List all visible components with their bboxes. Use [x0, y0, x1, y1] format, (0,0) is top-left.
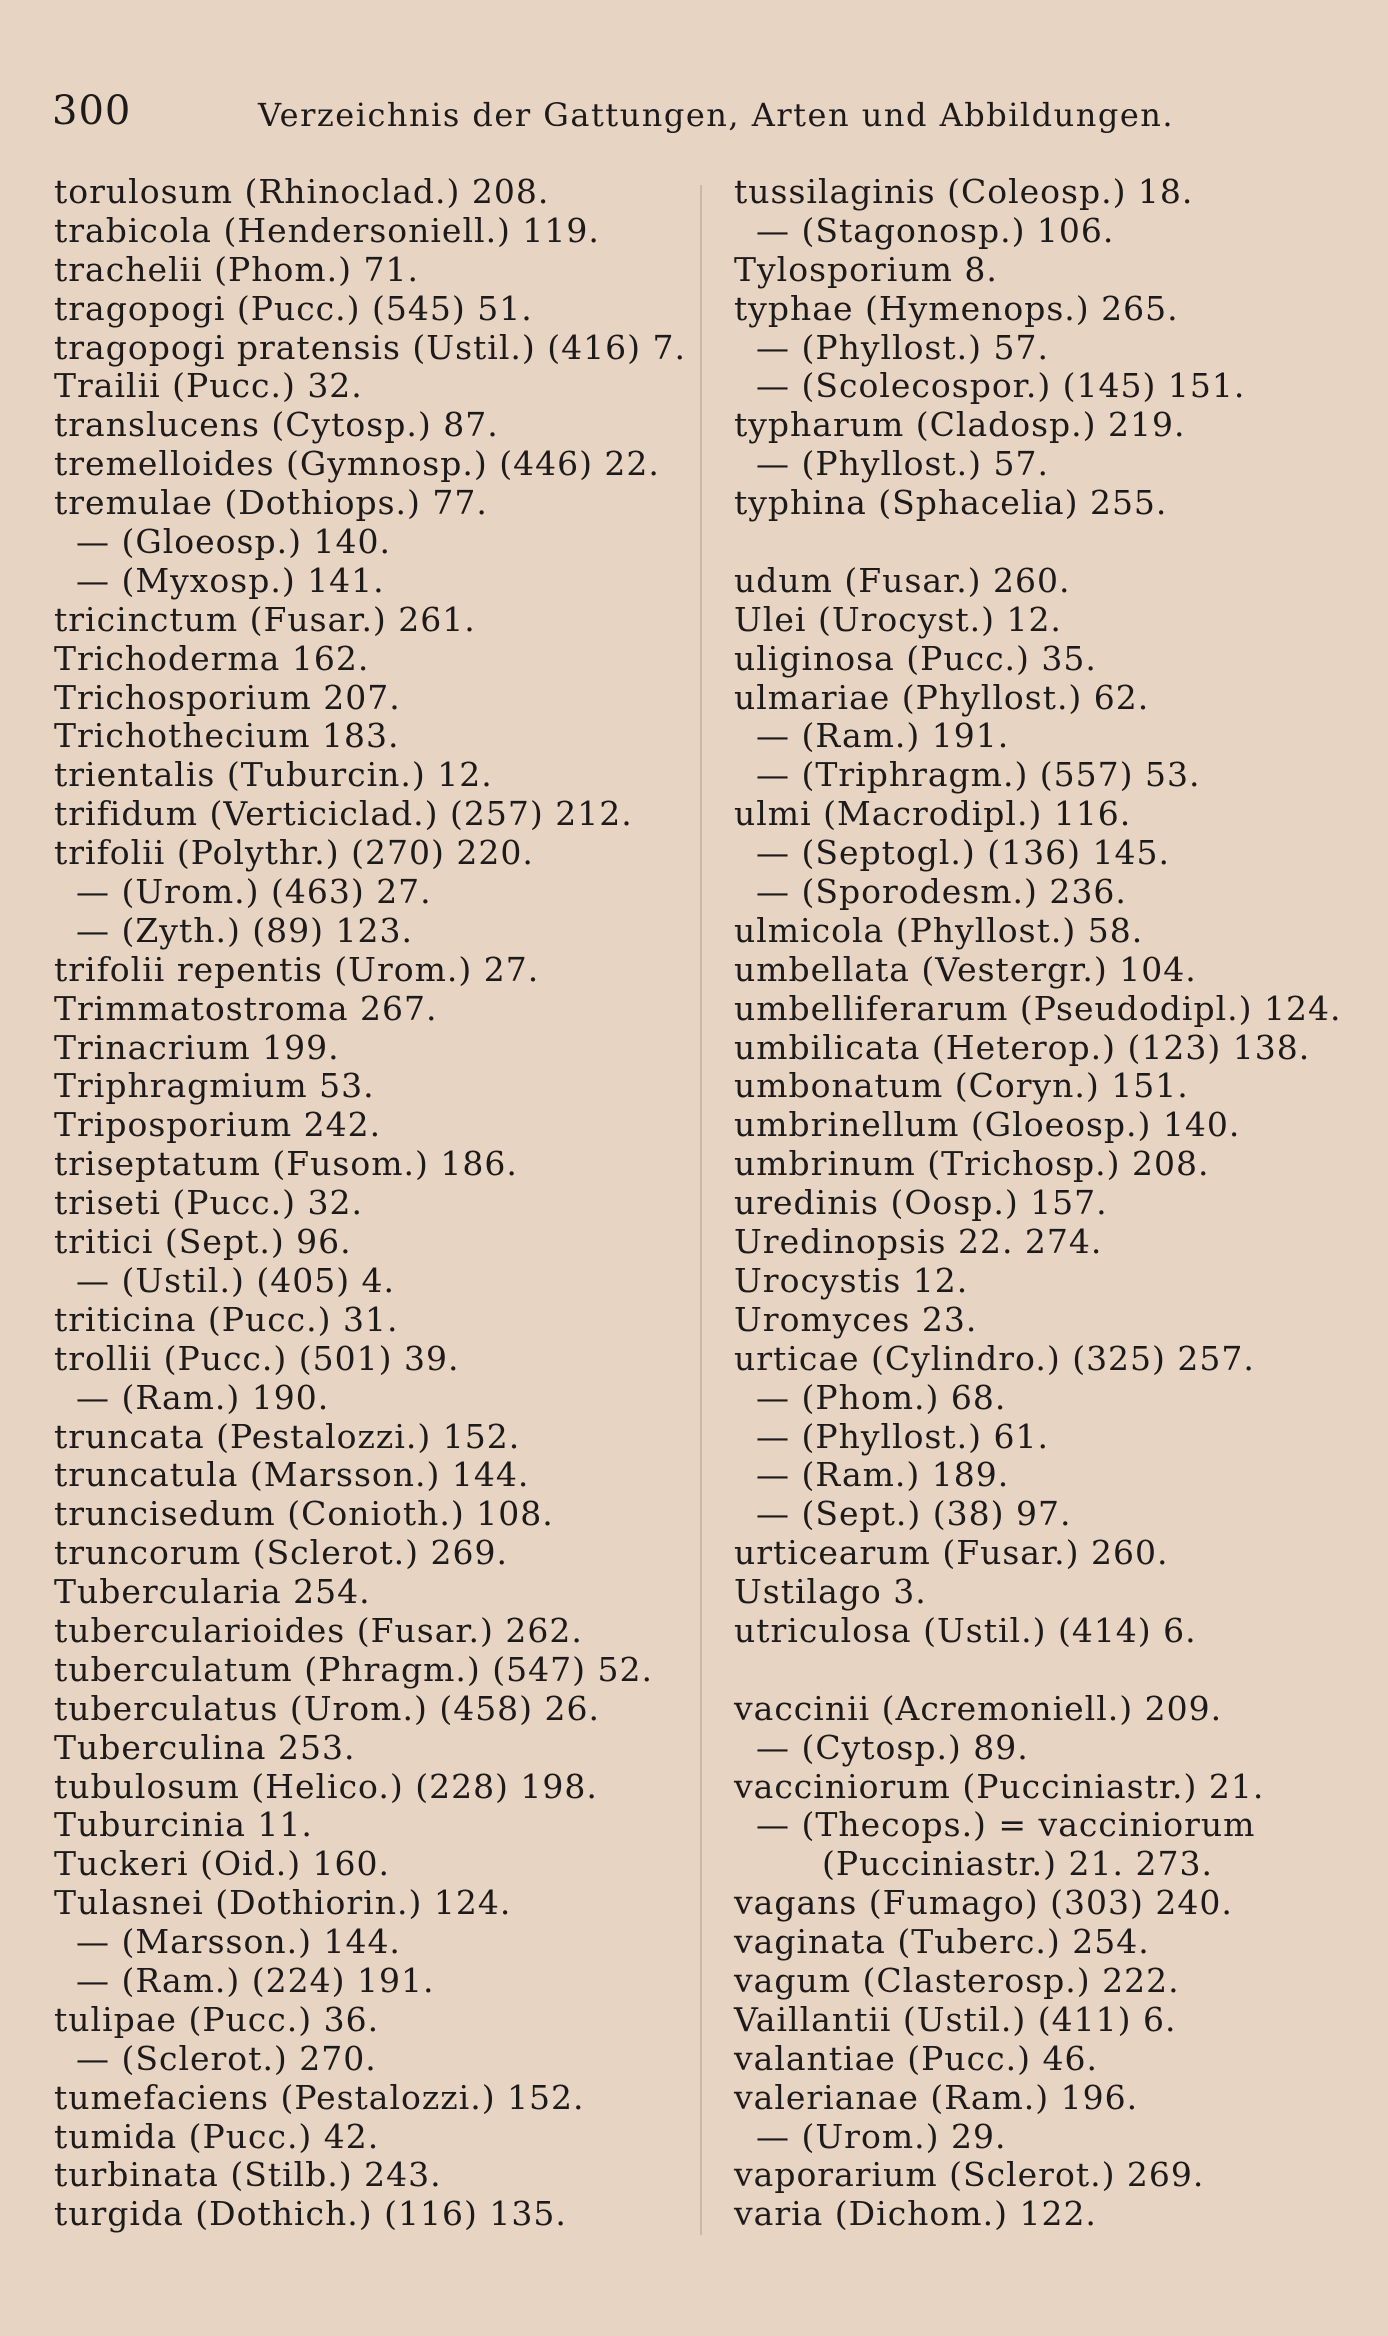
index-entry: Uromyces 23.	[734, 1299, 978, 1339]
index-entry: — (Phyllost.) 57.	[756, 444, 1049, 484]
index-entry: Triphragmium 53.	[54, 1066, 375, 1106]
index-entry: Trichosporium 207.	[54, 677, 401, 717]
page-number: 300	[52, 88, 132, 134]
index-entry: — (Marsson.) 144.	[76, 1922, 401, 1962]
running-head: Verzeichnis der Gattungen, Arten und Abbildungen.	[258, 96, 1175, 134]
index-entry: umbrinum (Trichosp.) 208.	[734, 1144, 1210, 1184]
index-entry: utriculosa (Ustil.) (414) 6.	[734, 1610, 1197, 1650]
index-entry: Vaillantii (Ustil.) (411) 6.	[734, 1999, 1177, 2039]
index-entry: — (Phom.) 68.	[756, 1377, 1007, 1417]
index-entry: vagum (Clasterosp.) 222.	[734, 1960, 1180, 2000]
index-entry: — (Sclerot.) 270.	[76, 2038, 377, 2078]
index-entry: Ulei (Urocyst.) 12.	[734, 599, 1062, 639]
index-entry: urticearum (Fusar.) 260.	[734, 1533, 1169, 1573]
index-entry: (Pucciniastr.) 21. 273.	[822, 1844, 1213, 1884]
index-entry: — (Thecops.) = vacciniorum	[756, 1805, 1256, 1845]
index-entry: varia (Dichom.) 122.	[734, 2194, 1097, 2234]
index-spacer	[734, 1651, 1374, 1690]
index-entry: torulosum (Rhinoclad.) 208.	[54, 172, 550, 211]
index-entry: valantiae (Pucc.) 46.	[734, 2038, 1098, 2078]
index-entry: triseti (Pucc.) 32.	[54, 1183, 363, 1223]
index-entry: tragopogi pratensis (Ustil.) (416) 7.	[54, 327, 686, 367]
index-entry: — (Septogl.) (136) 145.	[756, 833, 1170, 873]
index-entry: trifolii (Polythr.) (270) 220.	[54, 833, 534, 873]
index-entry: tragopogi (Pucc.) (545) 51.	[54, 288, 533, 328]
index-entry: — (Urom.) 29.	[756, 2116, 1007, 2156]
index-entry: Urocystis 12.	[734, 1260, 969, 1300]
index-entry: trifidum (Verticiclad.) (257) 212.	[54, 794, 633, 834]
index-entry: vagans (Fumago) (303) 240.	[734, 1883, 1233, 1923]
index-entry: uredinis (Oosp.) 157.	[734, 1183, 1108, 1223]
index-entry: Trichothecium 183.	[54, 716, 400, 756]
index-entry: — (Phyllost.) 61.	[756, 1416, 1049, 1456]
index-entry: typhina (Sphacelia) 255.	[734, 483, 1168, 523]
index-entry: tuberculatus (Urom.) (458) 26.	[54, 1688, 601, 1728]
index-entry: — (Sporodesm.) 236.	[756, 872, 1127, 912]
index-entry: tubercularioides (Fusar.) 262.	[54, 1610, 583, 1650]
index-entry: tremelloides (Gymnosp.) (446) 22.	[54, 444, 660, 484]
index-entry: tussilaginis (Coleosp.) 18.	[734, 172, 1194, 211]
index-entry: typhae (Hymenops.) 265.	[734, 288, 1179, 328]
index-entry: — (Stagonosp.) 106.	[756, 210, 1115, 250]
index-entry: tuberculatum (Phragm.) (547) 52.	[54, 1649, 653, 1689]
index-entry: Ustilago 3.	[734, 1572, 927, 1612]
index-column-right	[734, 173, 1374, 2234]
index-column-left	[54, 173, 694, 2234]
index-entry: trachelii (Phom.) 71.	[54, 249, 419, 289]
index-entry: truncisedum (Conioth.) 108.	[54, 1494, 554, 1534]
index-entry: truncata (Pestalozzi.) 152.	[54, 1416, 521, 1456]
index-entry: tricinctum (Fusar.) 261.	[54, 599, 476, 639]
index-spacer	[734, 523, 1374, 562]
index-entry: trientalis (Tuburcin.) 12.	[54, 755, 493, 795]
index-entry: umbilicata (Heterop.) (123) 138.	[734, 1027, 1311, 1067]
index-entry: Tuckeri (Oid.) 160.	[54, 1844, 391, 1884]
index-entry: udum (Fusar.) 260.	[734, 560, 1071, 600]
index-entry: — (Scolecospor.) (145) 151.	[756, 366, 1246, 406]
index-entry: truncorum (Sclerot.) 269.	[54, 1533, 508, 1573]
index-entry: tubulosum (Helico.) (228) 198.	[54, 1766, 598, 1806]
index-entry: umbrinellum (Gloeosp.) 140.	[734, 1105, 1241, 1145]
index-entry: — (Cytosp.) 89.	[756, 1727, 1029, 1767]
index-entry: Trimmatostroma 267.	[54, 988, 438, 1028]
index-entry: — (Sept.) (38) 97.	[756, 1494, 1072, 1534]
index-entry: Tulasnei (Dothiorin.) 124.	[54, 1883, 512, 1923]
index-entry: — (Gloeosp.) 140.	[76, 522, 391, 562]
index-entry: Trichoderma 162.	[54, 638, 370, 678]
index-entry: vacciniorum (Pucciniastr.) 21.	[734, 1766, 1265, 1806]
index-entry: turgida (Dothich.) (116) 135.	[54, 2194, 567, 2234]
index-entry: valerianae (Ram.) 196.	[734, 2077, 1139, 2117]
index-entry: ulmicola (Phyllost.) 58.	[734, 910, 1144, 950]
index-entry: — (Ram.) 190.	[76, 1377, 330, 1417]
index-entry: turbinata (Stilb.) 243.	[54, 2155, 442, 2195]
index-entry: — (Zyth.) (89) 123.	[76, 910, 414, 950]
index-entry: — (Ram.) 191.	[756, 716, 1010, 756]
index-entry: Tuburcinia 11.	[54, 1805, 313, 1845]
index-entry: ulmariae (Phyllost.) 62.	[734, 677, 1150, 717]
index-entry: — (Phyllost.) 57.	[756, 327, 1049, 367]
index-entry: — (Triphragm.) (557) 53.	[756, 755, 1201, 795]
index-entry: vaporarium (Sclerot.) 269.	[734, 2155, 1205, 2195]
index-entry: — (Myxosp.) 141.	[76, 560, 385, 600]
index-entry: Tylosporium 8.	[734, 249, 998, 289]
index-entry: typharum (Cladosp.) 219.	[734, 405, 1186, 445]
index-entry: trollii (Pucc.) (501) 39.	[54, 1338, 460, 1378]
index-entry: vaginata (Tuberc.) 254.	[734, 1922, 1150, 1962]
index-entry: Tuberculina 253.	[54, 1727, 356, 1767]
index-entry: vaccinii (Acremoniell.) 209.	[734, 1688, 1223, 1728]
index-entry: tumefaciens (Pestalozzi.) 152.	[54, 2077, 585, 2117]
index-entry: translucens (Cytosp.) 87.	[54, 405, 499, 445]
index-entry: Uredinopsis 22. 274.	[734, 1222, 1103, 1262]
index-entry: umbellata (Vestergr.) 104.	[734, 949, 1197, 989]
column-divider	[700, 185, 702, 2235]
index-entry: Tubercularia 254.	[54, 1572, 371, 1612]
index-entry: triseptatum (Fusom.) 186.	[54, 1144, 518, 1184]
index-entry: trabicola (Hendersoniell.) 119.	[54, 210, 600, 250]
index-entry: ulmi (Macrodipl.) 116.	[734, 794, 1132, 834]
index-entry: umbonatum (Coryn.) 151.	[734, 1066, 1189, 1106]
index-entry: tremulae (Dothiops.) 77.	[54, 483, 488, 523]
index-entry: umbelliferarum (Pseudodipl.) 124.	[734, 988, 1342, 1028]
index-entry: triticina (Pucc.) 31.	[54, 1299, 399, 1339]
index-entry: tritici (Sept.) 96.	[54, 1222, 352, 1262]
index-entry: tulipae (Pucc.) 36.	[54, 1999, 380, 2039]
index-entry: truncatula (Marsson.) 144.	[54, 1455, 530, 1495]
index-entry: Triposporium 242.	[54, 1105, 382, 1145]
index-entry: uliginosa (Pucc.) 35.	[734, 638, 1097, 678]
index-entry: — (Urom.) (463) 27.	[76, 872, 432, 912]
index-entry: — (Ram.) 189.	[756, 1455, 1010, 1495]
index-entry: — (Ram.) (224) 191.	[76, 1960, 435, 2000]
index-entry: trifolii repentis (Urom.) 27.	[54, 949, 540, 989]
index-entry: Trinacrium 199.	[54, 1027, 340, 1067]
index-entry: — (Ustil.) (405) 4.	[76, 1260, 396, 1300]
index-entry: Trailii (Pucc.) 32.	[54, 366, 363, 406]
index-entry: tumida (Pucc.) 42.	[54, 2116, 380, 2156]
index-entry: urticae (Cylindro.) (325) 257.	[734, 1338, 1255, 1378]
